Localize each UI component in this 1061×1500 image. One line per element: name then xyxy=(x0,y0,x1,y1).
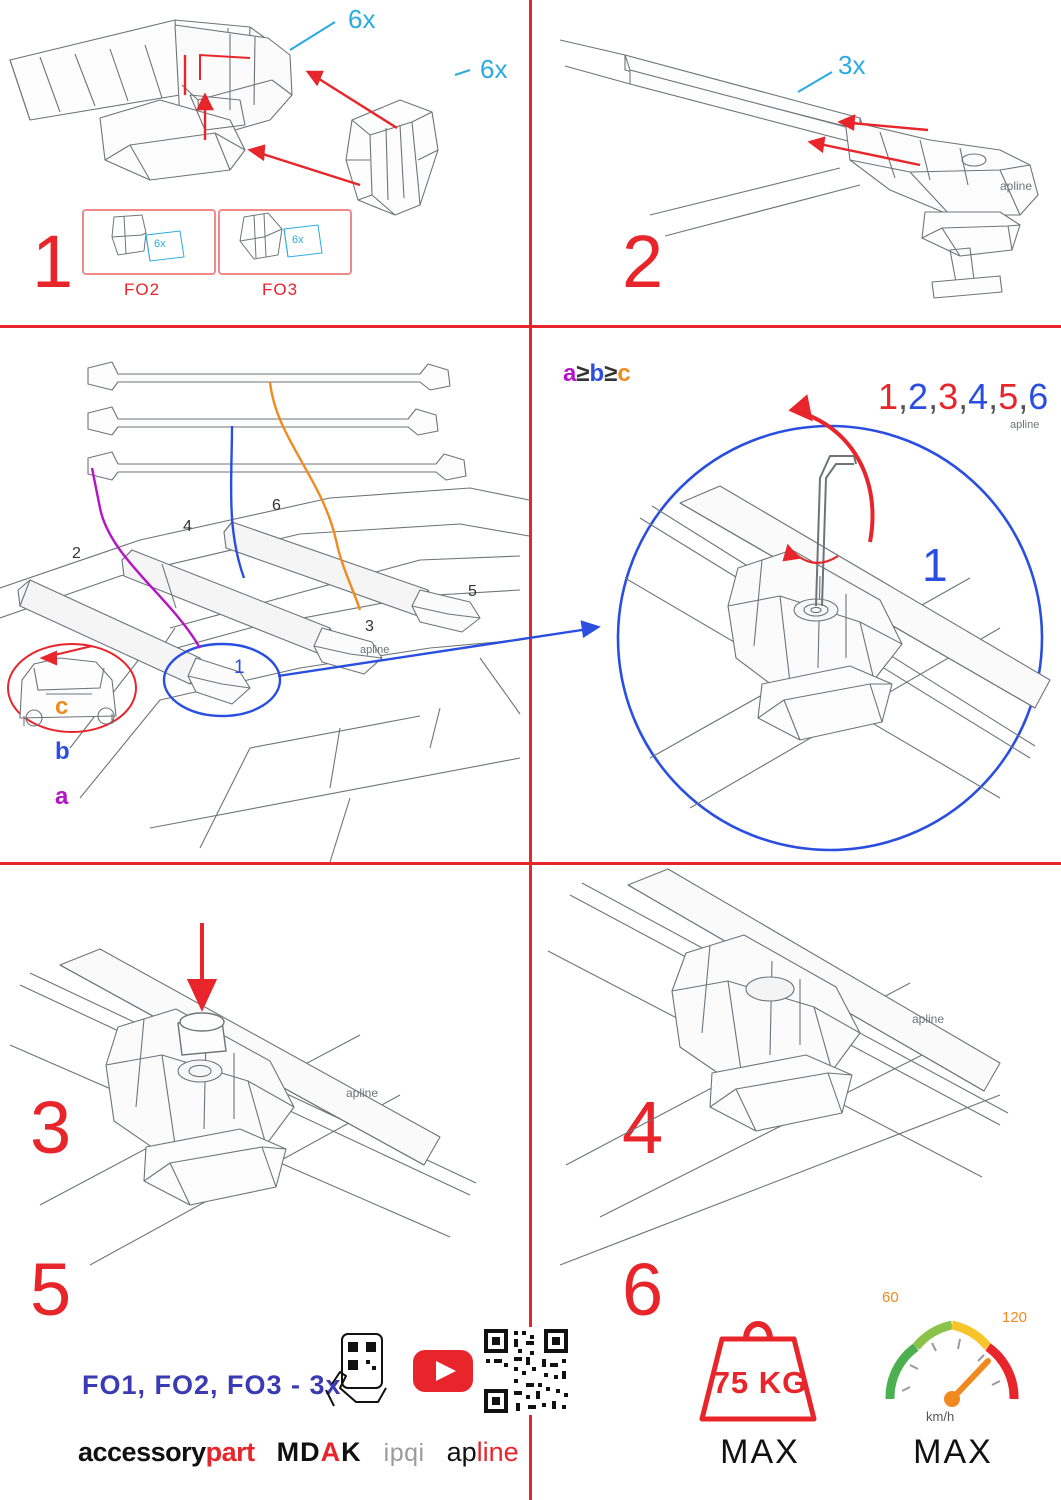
step3-marker-6: 6 xyxy=(272,497,281,514)
weight-max-label: MAX xyxy=(720,1433,800,1471)
step3-marker-3: 3 xyxy=(365,618,374,635)
speed-max-label: MAX xyxy=(913,1433,993,1471)
speed-max-tick-label: 120 xyxy=(1002,1309,1028,1326)
fo2-detail-illustration xyxy=(84,211,210,269)
speed-min-tick-label: 60 xyxy=(882,1289,899,1306)
step-5-number: 5 xyxy=(30,1248,73,1331)
brand-mdak: MDAK xyxy=(276,1437,362,1467)
step4-sequence-label: 1,2,3,4,5,6 xyxy=(878,376,1049,417)
step-3-panel xyxy=(0,328,529,1169)
brand-logos-row xyxy=(78,1437,519,1468)
fo3-label: FO3 xyxy=(262,280,299,299)
fo2-label: FO2 xyxy=(124,280,161,299)
bar-label-a: a xyxy=(55,783,69,810)
svg-text:apline: apline xyxy=(1010,419,1040,431)
step-5-panel xyxy=(0,865,529,1500)
bar-length-relation: a≥b≥c xyxy=(563,360,631,387)
bar-label-b: b xyxy=(55,738,70,765)
step3-marker-1: 1 xyxy=(234,657,245,678)
step-6-illustration xyxy=(530,865,1061,1285)
svg-text:apline: apline xyxy=(1000,179,1033,193)
speed-unit-label: km/h xyxy=(926,1409,955,1424)
step2-qty-label: 3x xyxy=(838,50,866,80)
step5-part-codes: FO1, FO2, FO3 - 3x xyxy=(82,1370,342,1400)
step-2-illustration xyxy=(530,0,1061,325)
svg-text:apline: apline xyxy=(912,1012,945,1026)
brand-ipqi: ipqi xyxy=(383,1439,425,1467)
step1-qty-right-label: 6x xyxy=(480,54,508,84)
svg-text:6x: 6x xyxy=(154,238,166,250)
step-4-number: 4 xyxy=(622,1086,665,1169)
brand-accessorypart: accessorypart xyxy=(78,1437,255,1467)
bar-label-c: c xyxy=(55,693,69,720)
step-5-illustration xyxy=(0,865,529,1285)
phone-qr-scan-icon xyxy=(322,1332,396,1410)
step-6-panel xyxy=(530,865,1061,1500)
brand-apline: apline xyxy=(446,1437,519,1467)
step-3-number: 3 xyxy=(30,1086,73,1169)
fo2-detail-box xyxy=(82,209,216,275)
youtube-icon[interactable] xyxy=(412,1349,474,1393)
step4-callout-number: 1 xyxy=(922,539,948,591)
step-2-number: 2 xyxy=(622,220,665,303)
step-3-illustration xyxy=(0,328,529,862)
step-1-panel xyxy=(0,0,529,325)
step3-marker-2: 2 xyxy=(72,545,81,562)
step-1-number: 1 xyxy=(32,220,75,303)
step1-qty-top-label: 6x xyxy=(348,4,376,34)
step-1-illustration xyxy=(0,0,529,325)
weight-icon xyxy=(688,1299,828,1427)
weight-value-label: 75 KG xyxy=(712,1365,808,1400)
fo3-detail-illustration xyxy=(220,211,346,269)
svg-text:apline: apline xyxy=(346,1086,379,1100)
step-2-panel xyxy=(530,0,1061,325)
fo3-detail-box xyxy=(218,209,352,275)
svg-text:apline: apline xyxy=(360,644,390,656)
svg-text:6x: 6x xyxy=(292,234,304,246)
step-6-number: 6 xyxy=(622,1248,665,1331)
step3-marker-4: 4 xyxy=(183,518,192,535)
step3-marker-5: 5 xyxy=(468,583,477,600)
